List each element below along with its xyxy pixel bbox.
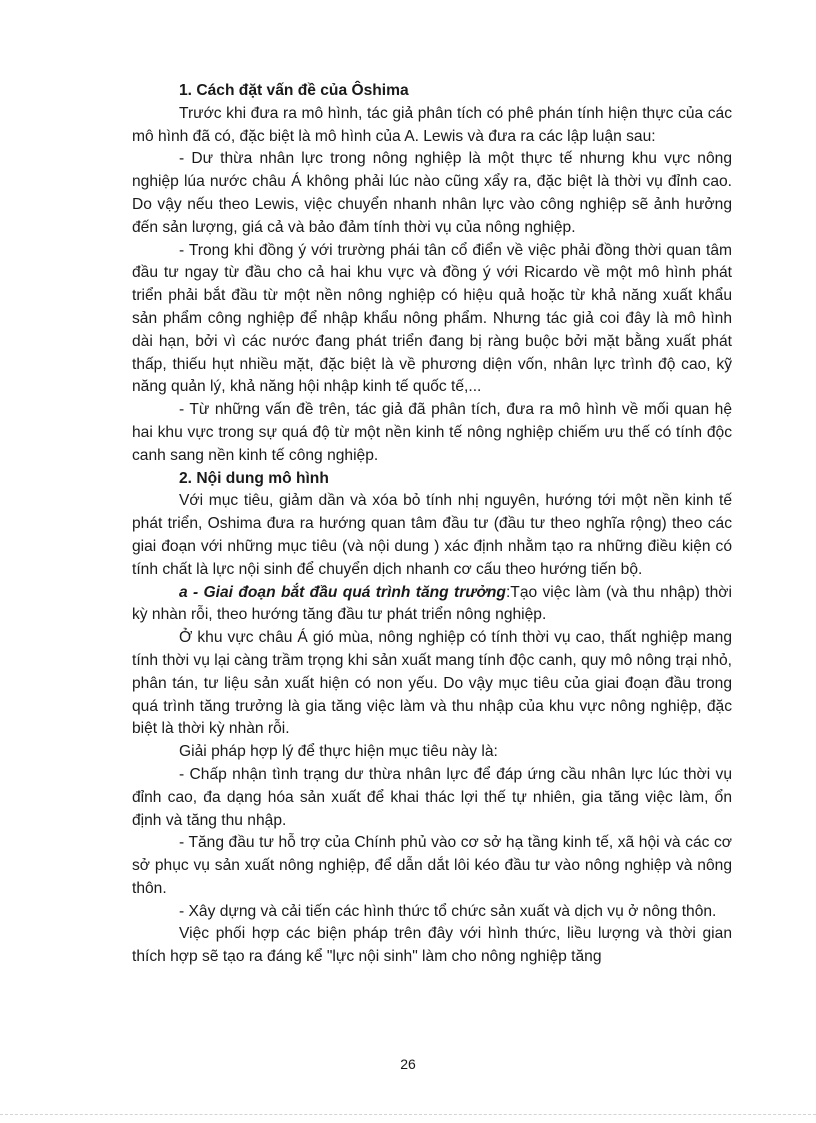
section-1-point: - Dư thừa nhân lực trong nông nghiệp là một thực tế nhưng khu vực nông nghiệp lúa nước châu Á không phải lúc nào cũng xẩy ra, đặc biệt là thời vụ đỉnh cao. Do vậy nếu theo Lewis, việc chuyển nhanh nhân lực vào công nghiệp sẽ ảnh hưởng đến sản lượng, giá cả và bảo đảm tính thời vụ của nông nghiệp.	[132, 150, 732, 236]
section-1-intro: Trước khi đưa ra mô hình, tác giả phân tích có phê phán tính hiện thực của các mô hình đã có, đặc biệt là mô hình của A. Lewis và đưa ra các lập luận sau:	[132, 104, 732, 145]
closing-paragraph: Việc phối hợp các biện pháp trên đây với hình thức, liều lượng và thời gian thích hợp sẽ tạo ra đáng kể "lực nội sinh" làm cho nông nghiệp tăng	[132, 925, 732, 966]
stage-a-paragraph	[132, 582, 732, 628]
solution-item: - Tăng đầu tư hỗ trợ của Chính phủ vào cơ sở hạ tầng kinh tế, xã hội và các cơ sở phục vụ sản xuất nông nghiệp, để dẫn dắt lôi kéo đầu tư vào nông nghiệp và nông thôn.	[132, 834, 732, 897]
solution-intro: Giải pháp hợp lý để thực hiện mục tiêu này là:	[179, 743, 498, 761]
footer-divider	[0, 1114, 816, 1115]
stage-a-title: a - Giai đoạn bắt đầu quá trình tăng trưởng	[179, 583, 506, 601]
section-2-intro: Với mục tiêu, giảm dần và xóa bỏ tính nhị nguyên, hướng tới một nền kinh tế phát triển, Oshima đưa ra hướng quan tâm đầu tư (đầu tư theo nghĩa rộng) theo các giai đoạn với những mục tiêu (và nội dung ) xác định nhằm tạo ra những điều kiện có tính chất là lực nội sinh để chuyển dịch nhanh cơ cấu theo hướng tiến bộ.	[132, 492, 732, 578]
section-1-point: - Trong khi đồng ý với trường phái tân cổ điển về việc phải đồng thời quan tâm đầu tư ngay từ đầu cho cả hai khu vực và đồng ý với Ricardo về một mô hình phát triển phải bắt đầu từ một nền nông nghiệp có hiệu quả hoặc từ khả năng xuất khẩu sản phẩm công nghiệp để nhập khẩu nông phẩm. Nhưng tác giả coi đây là mô hình dài hạn, bởi vì các nước đang phát triển đang bị ràng buộc bởi mặt bằng xuất phát thấp, thiếu hụt nhiều mặt, đặc biệt là về phương diện vốn, nhân lực trình độ cao, kỹ năng quản lý, khả năng hội nhập kinh tế quốc tế,...	[132, 241, 732, 396]
section-2-heading: 2. Nội dung mô hình	[179, 469, 329, 487]
section-1-heading: 1. Cách đặt vấn đề của Ôshima	[179, 82, 409, 99]
monsoon-paragraph: Ở khu vực châu Á gió mùa, nông nghiệp có tính thời vụ cao, thất nghiệp mang tính thời vụ lại càng trầm trọng khi sản xuất mang tính độc canh, quy mô nông trại nhỏ, phân tán, tư liệu sản xuất hiện có non yếu. Do vậy mục tiêu của giai đoạn đầu trong quá trình tăng trưởng là gia tăng việc làm và thu nhập của khu vực nông nghiệp, đặc biệt là thời kỳ nhàn rỗi.	[132, 629, 732, 738]
stage-a-text: :Tạo việc làm (và thu nhập) thời kỳ nhàn rỗi, theo hướng tăng đầu tư phát triển nông nghiệp.	[132, 583, 732, 624]
page-number: 26	[400, 1056, 416, 1072]
solution-item: - Chấp nhận tình trạng dư thừa nhân lực để đáp ứng cầu nhân lực lúc thời vụ đỉnh cao, đa dạng hóa sản xuất để khai thác lợi thế tự nhiên, gia tăng việc làm, ổn định và tăng thu nhập.	[132, 765, 732, 829]
solution-item: - Xây dựng và cải tiến các hình thức tổ chức sản xuất và dịch vụ ở nông thôn.	[179, 902, 717, 920]
document-page	[132, 80, 732, 969]
section-1-point: - Từ những vấn đề trên, tác giả đã phân tích, đưa ra mô hình về mối quan hệ hai khu vực trong sự quá độ từ một nền kinh tế nông nghiệp chiếm ưu thế có tính độc canh sang nền kinh tế công nghiệp.	[132, 401, 732, 464]
